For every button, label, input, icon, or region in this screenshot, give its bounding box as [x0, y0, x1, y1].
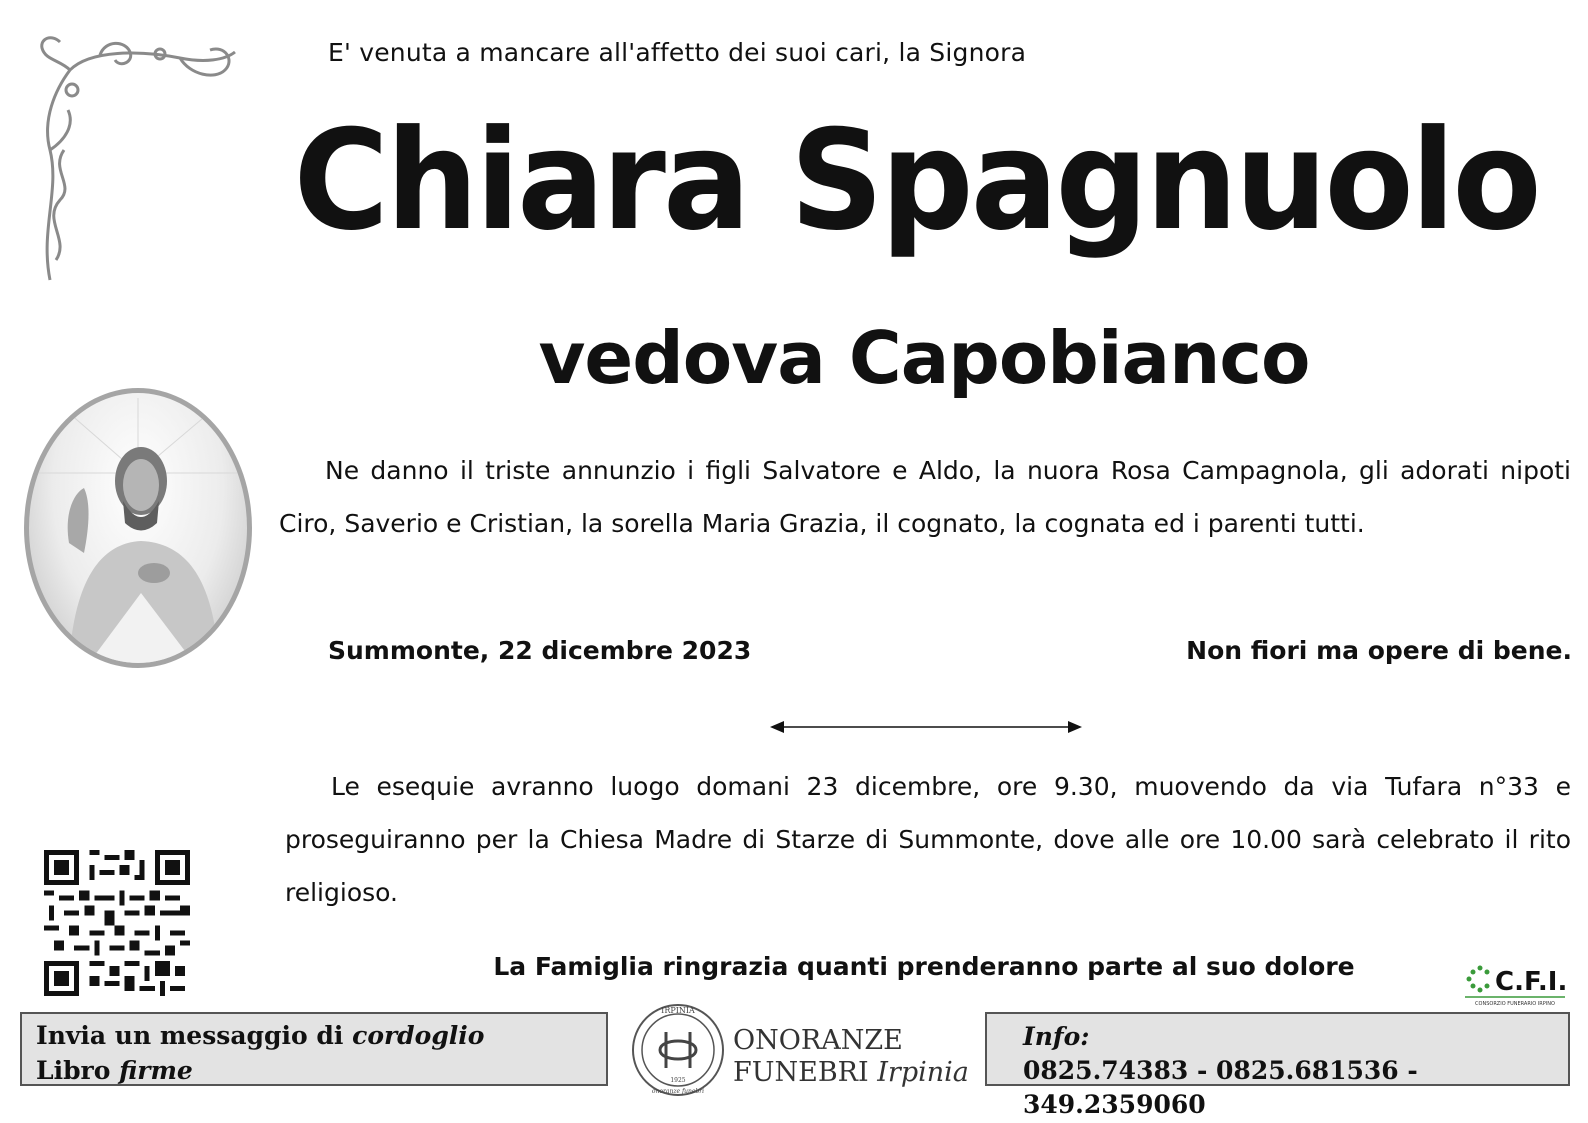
seal-year-text: 1925	[670, 1077, 686, 1084]
double-arrow-icon	[770, 720, 1082, 734]
portrait-icon	[24, 388, 252, 668]
logo-line2-a: FUNEBRI	[733, 1057, 869, 1088]
logo-line1: ONORANZE	[733, 1025, 903, 1056]
seal-top-text: IRPINIA	[661, 1006, 695, 1015]
guestbook-em: firme	[119, 1056, 193, 1085]
thanks-text: La Famiglia ringrazia quanti prenderanno parte al suo dolore	[493, 952, 1355, 981]
funeral-paragraph: Le esequie avranno luogo domani 23 dicembre, ore 9.30, muovendo da via Tufara n°33 e proseguiranno per la Chiesa Madre di Starze di Summonte, dove alle ore 10.00 sarà celebrato il rito religioso.	[285, 772, 1571, 907]
condolence-box[interactable]	[20, 1012, 608, 1086]
guestbook-prefix: Libro	[36, 1056, 111, 1085]
seal-logo-icon	[630, 1002, 726, 1098]
condolence-link[interactable]	[36, 1018, 592, 1053]
logo-line2	[733, 1057, 969, 1089]
flowers-note: Non fiori ma opere di bene.	[1186, 636, 1572, 665]
condolence-em: cordoglio	[352, 1021, 485, 1050]
guestbook-link[interactable]	[36, 1053, 592, 1088]
condolence-prefix: Invia un messaggio di	[36, 1021, 344, 1050]
deceased-subtitle: vedova Capobianco	[538, 316, 1310, 400]
intro-text: E' venuta a mancare all'affetto dei suoi cari, la Signora	[328, 38, 1027, 67]
seal-bottom-text: onoranze funebri	[651, 1088, 705, 1095]
cfi-logo-subtext: CONSORZIO FUNERARIO IRPINO	[1475, 1001, 1555, 1007]
cfi-logo-icon	[1465, 958, 1565, 1008]
place-date: Summonte, 22 dicembre 2023	[328, 636, 752, 665]
announcement-paragraph: Ne danno il triste annunzio i figli Salvatore e Aldo, la nuora Rosa Campagnola, gli adorati nipoti Ciro, Saverio e Cristian, la sorella Maria Grazia, il cognato, la cognata ed i parenti tutti.	[279, 456, 1571, 538]
funeral-home-logo	[733, 1025, 969, 1089]
phone-numbers[interactable]: 0825.74383 - 0825.681536 - 349.2359060	[1023, 1056, 1418, 1119]
info-label: Info:	[1023, 1022, 1090, 1051]
logo-line2-b: Irpinia	[877, 1057, 969, 1088]
cfi-logo-text: C.F.I.	[1495, 967, 1565, 997]
info-box	[985, 1012, 1570, 1119]
deceased-name: Chiara Spagnuolo	[293, 100, 1539, 261]
